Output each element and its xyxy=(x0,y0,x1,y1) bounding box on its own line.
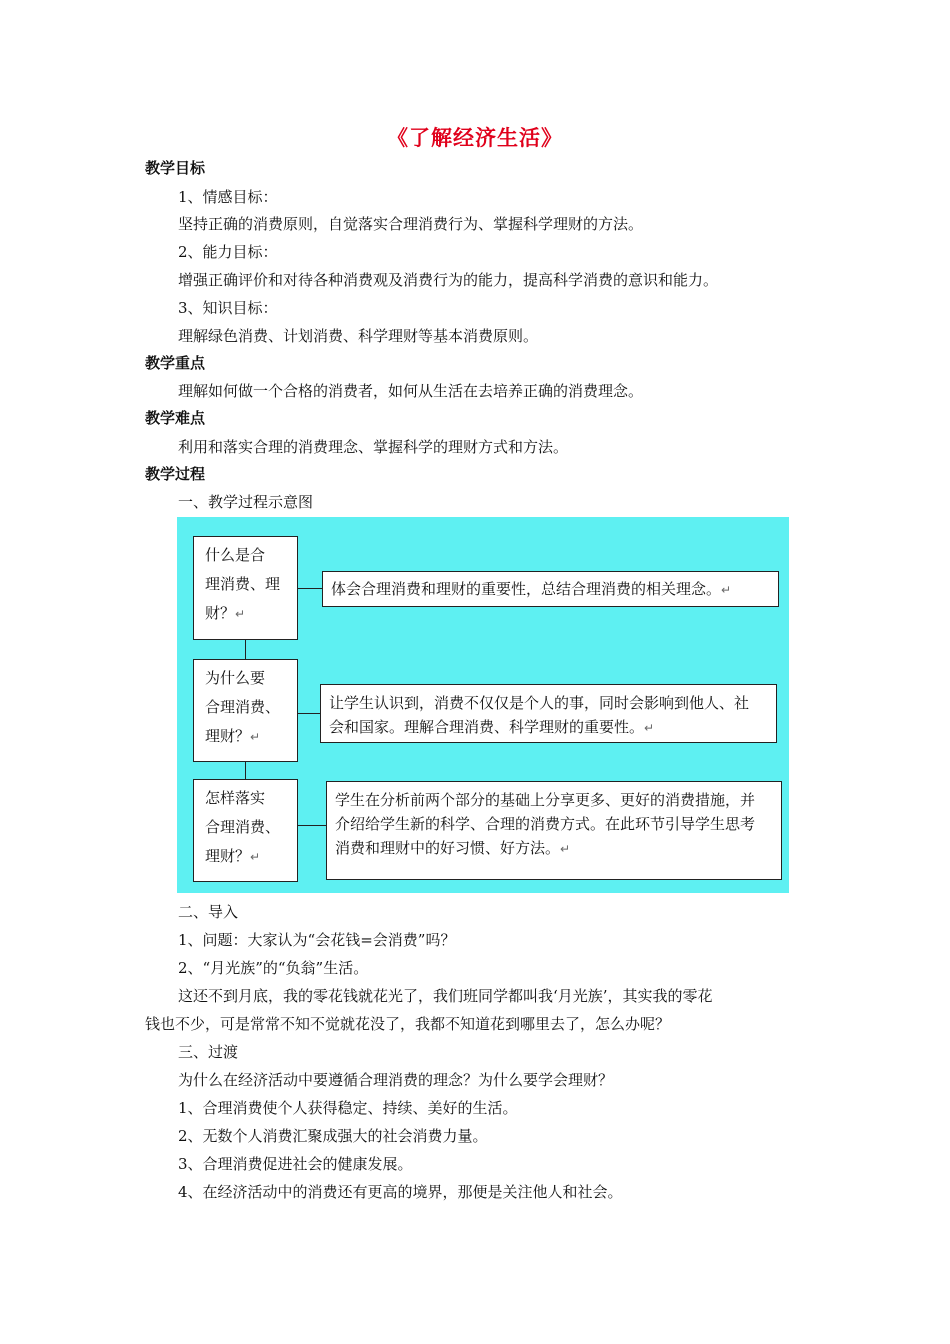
goal-line: 理解绿色消费、计划消费、科学理财等基本消费原则。 xyxy=(178,327,539,345)
question-line: 财？ xyxy=(205,604,236,622)
lead-in-paragraph: 钱也不少，可是常常不知不觉就花没了，我都不知道花到哪里去了，怎么办呢？ xyxy=(145,1015,671,1033)
question-line: 为什么要 xyxy=(205,669,266,687)
answer-box-what xyxy=(322,571,779,607)
return-mark-icon: ↵ xyxy=(721,583,732,597)
heading-key-points: 教学重点 xyxy=(145,354,206,372)
question-line: 理财？ xyxy=(205,847,251,865)
question-box-what xyxy=(193,536,298,640)
lead-in-paragraph: 这还不到月底，我的零花钱就花光了，我们班同学都叫我‘月光族’，其实我的零花 xyxy=(178,987,713,1005)
transition-item: 4、在经济活动中的消费还有更高的境界，那便是关注他人和社会。 xyxy=(178,1183,623,1201)
document-title: 《了解经济生活》 xyxy=(387,125,563,150)
key-points-text: 理解如何做一个合格的消费者，如何从生活在去培养正确的消费理念。 xyxy=(178,382,644,400)
connector-line xyxy=(245,639,246,659)
connector-line xyxy=(298,825,326,826)
process-diagram xyxy=(177,517,789,893)
return-mark-icon: ↵ xyxy=(250,730,261,744)
goal-line: 2、能力目标： xyxy=(178,243,278,261)
answer-box-why xyxy=(320,684,777,743)
answer-line: 让学生认识到，消费不仅仅是个人的事，同时会影响到他人、社 xyxy=(329,694,750,712)
transition-question: 为什么在经济活动中要遵循合理消费的理念？为什么要学会理财？ xyxy=(178,1071,614,1089)
lead-in-question: 1、问题：大家认为“会花钱=会消费”吗？ xyxy=(178,931,456,949)
transition-heading: 三、过渡 xyxy=(178,1043,239,1061)
question-box-how xyxy=(193,779,298,882)
transition-item: 2、无数个人消费汇聚成强大的社会消费力量。 xyxy=(178,1127,488,1145)
goal-line: 坚持正确的消费原则，自觉落实合理消费行为、掌握科学理财的方法。 xyxy=(178,215,644,233)
transition-item: 1、合理消费使个人获得稳定、持续、美好的生活。 xyxy=(178,1099,518,1117)
transition-item: 3、合理消费促进社会的健康发展。 xyxy=(178,1155,413,1173)
connector-line xyxy=(245,761,246,779)
return-mark-icon: ↵ xyxy=(250,850,261,864)
goal-line: 增强正确评价和对待各种消费观及消费行为的能力，提高科学消费的意识和能力。 xyxy=(178,271,719,289)
heading-teaching-goals: 教学目标 xyxy=(145,159,206,177)
return-mark-icon: ↵ xyxy=(235,607,246,621)
answer-line: 学生在分析前两个部分的基础上分享更多、更好的消费措施，并 xyxy=(335,791,756,809)
answer-line: 消费和理财中的好习惯、好方法。 xyxy=(335,839,561,857)
question-line: 理财？ xyxy=(205,727,251,745)
return-mark-icon: ↵ xyxy=(560,842,571,856)
question-line: 什么是合 xyxy=(205,546,266,564)
heading-difficulties: 教学难点 xyxy=(145,409,206,427)
question-line: 合理消费、 xyxy=(205,818,281,836)
question-line: 合理消费、 xyxy=(205,698,281,716)
answer-line: 介绍给学生新的科学、合理的消费方式。在此环节引导学生思考 xyxy=(335,815,756,833)
heading-process: 教学过程 xyxy=(145,465,206,483)
process-sub-heading: 一、教学过程示意图 xyxy=(178,493,314,511)
question-line: 怎样落实 xyxy=(205,789,266,807)
connector-line xyxy=(298,588,322,589)
connector-line xyxy=(298,713,320,714)
question-box-why xyxy=(193,659,298,762)
difficulties-text: 利用和落实合理的消费理念、掌握科学的理财方式和方法。 xyxy=(178,438,569,456)
goal-line: 3、知识目标： xyxy=(178,299,278,317)
return-mark-icon: ↵ xyxy=(644,721,655,735)
goal-line: 1、情感目标： xyxy=(178,188,278,206)
answer-line: 会和国家。理解合理消费、科学理财的重要性。 xyxy=(329,718,645,736)
question-line: 理消费、理 xyxy=(205,575,281,593)
lead-in-question: 2、“月光族”的“负翁”生活。 xyxy=(178,959,369,977)
answer-box-how xyxy=(326,781,782,880)
lead-in-heading: 二、导入 xyxy=(178,903,239,921)
answer-line: 体会合理消费和理财的重要性，总结合理消费的相关理念。 xyxy=(331,580,722,598)
